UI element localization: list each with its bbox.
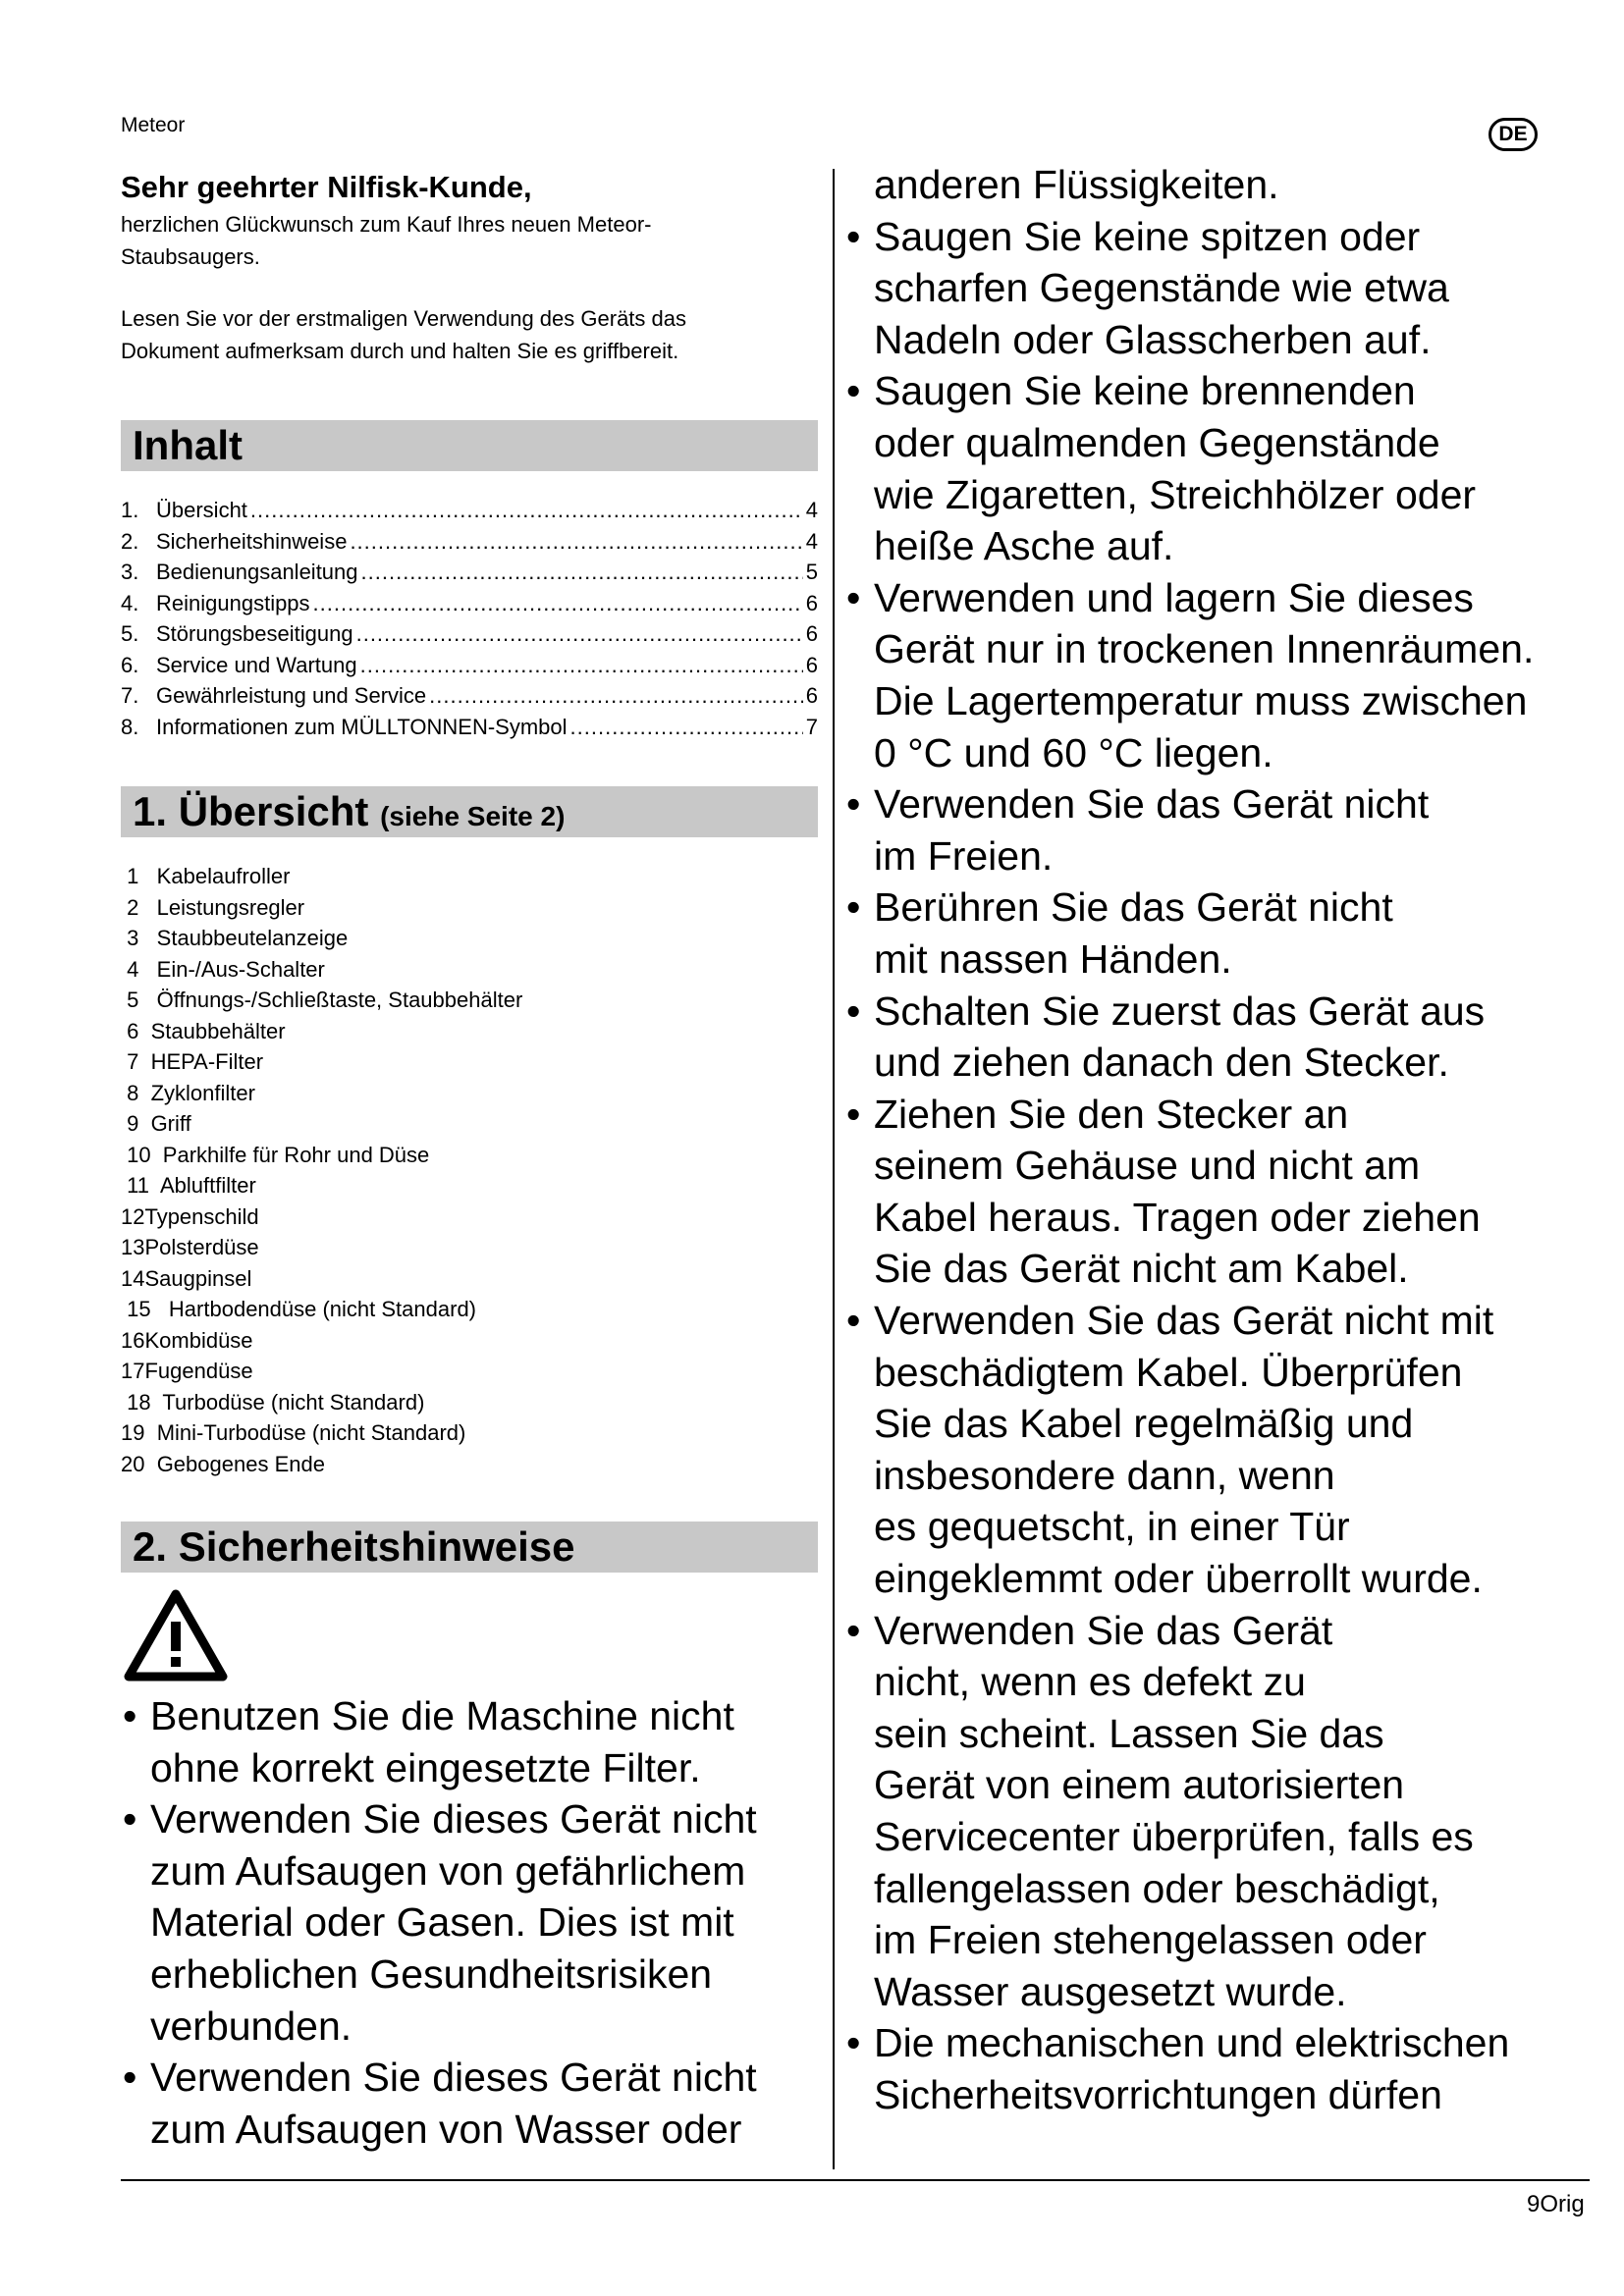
safety-bullet-start xyxy=(856,778,1563,830)
toc-entry-title: Gewährleistung und Service xyxy=(156,683,427,708)
part-item: 19 Mini-Turbodüse (nicht Standard) xyxy=(121,1420,466,1445)
language-badge: DE xyxy=(1489,118,1538,151)
safety-text: Sicherheitsvorrichtungen dürfen xyxy=(874,2071,1442,2117)
safety-bullet-line xyxy=(121,1896,818,1949)
toc-entry-page: 7 xyxy=(805,714,818,739)
part-item: 13Polsterdüse xyxy=(121,1235,259,1259)
safety-text: im Freien. xyxy=(874,832,1054,879)
toc-entry-page: 6 xyxy=(805,590,818,615)
safety-bullet-line xyxy=(856,1811,1563,1863)
safety-text: verbunden. xyxy=(150,2002,352,2049)
safety-text: • Verwenden Sie das Gerät nicht mit xyxy=(874,1298,1494,1344)
safety-bullet-start xyxy=(856,986,1563,1038)
toc-entry-leader xyxy=(313,588,803,619)
safety-bullet-line xyxy=(856,1708,1563,1760)
toc-entry-title: Übersicht xyxy=(156,498,247,522)
safety-text: mit nassen Händen. xyxy=(874,935,1232,982)
safety-text: fallengelassen oder beschädigt, xyxy=(874,1865,1440,1911)
safety-text: Material oder Gasen. Dies ist mit xyxy=(150,1899,734,1946)
safety-heading: 2. Sicherheitshinweise xyxy=(121,1522,818,1573)
safety-bullet-line xyxy=(121,2104,818,2156)
safety-text: Gerät von einem autorisierten xyxy=(874,1762,1405,1808)
safety-bullet-line xyxy=(856,417,1563,469)
part-item: 2 Leistungsregler xyxy=(121,894,305,920)
safety-bullet-start xyxy=(856,211,1563,263)
safety-bullet-line xyxy=(856,469,1563,521)
toc-entry-leader xyxy=(361,557,803,588)
toc-entry xyxy=(121,526,818,558)
safety-bullet-line xyxy=(856,314,1563,366)
toc-entry-title: Störungsbeseitigung xyxy=(156,621,353,646)
toc-entry-title: Service und Wartung xyxy=(156,652,357,677)
safety-list-left xyxy=(121,1690,818,2155)
safety-bullet-line xyxy=(856,1347,1563,1399)
toc-entry-leader xyxy=(570,712,803,743)
safety-text: • Saugen Sie keine spitzen oder xyxy=(874,213,1421,259)
overview-heading-text: 1. Übersicht xyxy=(133,788,369,834)
part-item: 15 Hartbodendüse (nicht Standard) xyxy=(121,1297,477,1321)
safety-text: • Verwenden und lagern Sie dieses xyxy=(874,574,1474,620)
safety-text: • Die mechanischen und elektrischen xyxy=(874,2020,1510,2066)
safety-text: insbesondere dann, wenn xyxy=(874,1452,1335,1498)
part-item: 11 Abluftfilter xyxy=(121,1173,256,1198)
safety-bullet-line xyxy=(856,1450,1563,1502)
greeting-title: Sehr geehrter Nilfisk-Kunde, xyxy=(121,170,532,204)
safety-bullet-line xyxy=(856,934,1563,986)
safety-text: scharfen Gegenstände wie etwa xyxy=(874,265,1449,311)
part-item: 6 Staubbehälter xyxy=(121,1018,286,1043)
safety-text: • Berühren Sie das Gerät nicht xyxy=(874,884,1393,931)
safety-text: Kabel heraus. Tragen oder ziehen xyxy=(874,1194,1481,1240)
footer-rule xyxy=(121,2179,1590,2181)
safety-bullet-line xyxy=(121,1742,818,1794)
safety-bullet-line xyxy=(121,1845,818,1897)
safety-text: beschädigtem Kabel. Überprüfen xyxy=(874,1349,1463,1395)
overview-heading xyxy=(121,786,818,837)
toc-entry xyxy=(121,588,818,619)
intro-text xyxy=(121,208,818,367)
part-item: 4 Ein-/Aus-Schalter xyxy=(121,956,325,982)
toc-entry xyxy=(121,680,818,712)
warning-triangle-icon xyxy=(121,1586,231,1684)
safety-text: • Verwenden Sie das Gerät nicht xyxy=(874,781,1430,828)
safety-bullet-line xyxy=(856,1863,1563,1915)
part-item: 3 Staubbeutelanzeige xyxy=(121,926,349,950)
part-item: 9 Griff xyxy=(121,1111,191,1136)
toc-entry-page: 6 xyxy=(805,621,818,646)
safety-text: 0 °C und 60 °C liegen. xyxy=(874,729,1273,775)
safety-text: Gerät nur in trockenen Innenräumen. xyxy=(874,626,1535,672)
safety-bullet-line xyxy=(856,1759,1563,1811)
safety-bullet-line xyxy=(856,1501,1563,1553)
safety-text: Sie das Kabel regelmäßig und xyxy=(874,1401,1414,1447)
safety-bullet-start xyxy=(121,2052,818,2104)
safety-text: zum Aufsaugen von gefährlichem xyxy=(150,1847,746,1894)
safety-bullet-line xyxy=(856,623,1563,675)
part-item: 8 Zyklonfilter xyxy=(121,1080,255,1105)
toc-entry-title: Informationen zum MÜLLTONNEN-Symbol xyxy=(156,714,568,739)
safety-text: ohne korrekt eingesetzte Filter. xyxy=(150,1744,701,1790)
safety-text: Nadeln oder Glasscherben auf. xyxy=(874,316,1432,362)
toc-heading: Inhalt xyxy=(121,420,818,471)
parts-list xyxy=(121,861,818,1479)
safety-bullet-line xyxy=(856,675,1563,727)
left-column xyxy=(121,167,818,2155)
toc-entry-page: 4 xyxy=(805,498,818,522)
toc-entry-leader xyxy=(250,495,803,526)
toc-entry-page: 6 xyxy=(805,652,818,677)
safety-bullet-start xyxy=(856,881,1563,934)
overview-subheading: (siehe Seite 2) xyxy=(380,801,566,831)
toc-entry-leader xyxy=(350,526,802,558)
safety-bullet-line xyxy=(121,2001,818,2053)
safety-bullet-start xyxy=(856,365,1563,417)
safety-bullet-start xyxy=(121,1690,818,1742)
safety-bullet-start xyxy=(856,572,1563,624)
safety-text: anderen Flüssigkeiten. xyxy=(874,162,1279,207)
safety-text: • Verwenden Sie dieses Gerät nicht xyxy=(150,1796,757,1842)
toc-entry-page: 5 xyxy=(805,560,818,584)
safety-text: Servicecenter überprüfen, falls es xyxy=(874,1814,1474,1859)
toc-entry-number: 3. xyxy=(121,560,139,584)
safety-text: heiße Asche auf. xyxy=(874,523,1174,569)
part-item: 5 Öffnungs-/Schließtaste, Staubbehälter xyxy=(121,988,523,1012)
part-item: 14Saugpinsel xyxy=(121,1265,252,1291)
toc-entry-title: Bedienungsanleitung xyxy=(156,560,358,584)
toc-entry-number: 1. xyxy=(121,498,139,522)
part-item: 12Typenschild xyxy=(121,1203,259,1229)
column-divider xyxy=(833,169,835,2169)
safety-text: • Saugen Sie keine brennenden xyxy=(874,368,1416,414)
toc-entry xyxy=(121,557,818,588)
part-item: 17Fugendüse xyxy=(121,1359,253,1383)
safety-bullet-line xyxy=(856,262,1563,314)
toc-entry-leader xyxy=(429,680,803,712)
toc-entry-title: Reinigungstipps xyxy=(156,590,310,615)
safety-text: Sie das Gerät nicht am Kabel. xyxy=(874,1246,1409,1292)
safety-bullet-line xyxy=(856,1140,1563,1192)
safety-bullet-start xyxy=(121,1793,818,1845)
toc-entry xyxy=(121,618,818,650)
safety-bullet-line xyxy=(856,1656,1563,1708)
safety-bullet-start xyxy=(856,1605,1563,1657)
right-column xyxy=(856,159,1563,2121)
safety-bullet-line xyxy=(856,520,1563,572)
safety-text: zum Aufsaugen von Wasser oder xyxy=(150,2106,742,2152)
part-item: 16Kombidüse xyxy=(121,1327,253,1353)
safety-text: wie Zigaretten, Streichhölzer oder xyxy=(874,471,1477,517)
toc-entry-number: 4. xyxy=(121,590,139,615)
toc-entry-number: 7. xyxy=(121,683,139,708)
safety-text: im Freien stehengelassen oder xyxy=(874,1917,1427,1963)
safety-bullet-line xyxy=(856,727,1563,779)
part-item: 7 HEPA-Filter xyxy=(121,1049,264,1074)
safety-bullet-line xyxy=(856,1192,1563,1244)
intro-line: Dokument aufmerksam durch und halten Sie es griffbereit. xyxy=(121,339,679,363)
safety-bullet-line xyxy=(856,1553,1563,1605)
safety-text: • Verwenden Sie das Gerät xyxy=(874,1607,1333,1653)
toc-entry-number: 5. xyxy=(121,621,139,646)
safety-text: seinem Gehäuse und nicht am xyxy=(874,1143,1421,1189)
safety-text: Die Lagertemperatur muss zwischen xyxy=(874,677,1528,723)
toc-entry-page: 6 xyxy=(805,683,818,708)
toc-entry-number: 2. xyxy=(121,528,139,554)
intro-line: herzlichen Glückwunsch zum Kauf Ihres neuen Meteor- xyxy=(121,212,652,237)
page-number: 9Orig xyxy=(1527,2191,1585,2217)
toc-entry xyxy=(121,712,818,743)
intro-line: Lesen Sie vor der erstmaligen Verwendung des Geräts das xyxy=(121,306,686,331)
safety-bullet-line xyxy=(856,159,1563,211)
safety-text: nicht, wenn es defekt zu xyxy=(874,1659,1306,1705)
safety-bullet-start xyxy=(856,1295,1563,1347)
safety-text: erheblichen Gesundheitsrisiken xyxy=(150,1950,713,1997)
safety-text: Wasser ausgesetzt wurde. xyxy=(874,1968,1347,2014)
safety-text: oder qualmenden Gegenstände xyxy=(874,419,1440,465)
safety-text: • Benutzen Sie die Maschine nicht xyxy=(150,1693,734,1738)
safety-text: und ziehen danach den Stecker. xyxy=(874,1040,1449,1086)
part-item: 18 Turbodüse (nicht Standard) xyxy=(121,1389,425,1415)
safety-bullet-start xyxy=(856,1089,1563,1141)
part-item: 20 Gebogenes Ende xyxy=(121,1451,325,1476)
safety-bullet-line xyxy=(856,2069,1563,2121)
safety-text: • Schalten Sie zuerst das Gerät aus xyxy=(874,988,1486,1034)
toc-entry-number: 6. xyxy=(121,652,139,677)
toc-entry-page: 4 xyxy=(805,528,818,554)
toc-entry-leader xyxy=(360,650,803,681)
safety-bullet-line xyxy=(856,1966,1563,2018)
safety-bullet-start xyxy=(856,2017,1563,2069)
safety-text: sein scheint. Lassen Sie das xyxy=(874,1710,1384,1756)
header-brand: Meteor xyxy=(121,114,186,136)
safety-text: • Verwenden Sie dieses Gerät nicht xyxy=(150,2055,757,2101)
toc-entry-number: 8. xyxy=(121,714,139,739)
safety-list-right xyxy=(856,159,1563,2121)
safety-bullet-line xyxy=(856,830,1563,882)
safety-bullet-line xyxy=(856,1914,1563,1966)
toc-list xyxy=(121,495,818,742)
toc-entry xyxy=(121,495,818,526)
safety-bullet-line xyxy=(856,1243,1563,1295)
toc-entry xyxy=(121,650,818,681)
safety-text: es gequetscht, in einer Tür xyxy=(874,1504,1350,1550)
safety-bullet-line xyxy=(856,1398,1563,1450)
safety-bullet-line xyxy=(856,1037,1563,1089)
toc-entry-leader xyxy=(356,618,803,650)
intro-line: Staubsaugers. xyxy=(121,244,260,269)
toc-entry-title: Sicherheitshinweise xyxy=(156,528,348,554)
part-item: 1 Kabelaufroller xyxy=(121,864,291,888)
part-item: 10 Parkhilfe für Rohr und Düse xyxy=(121,1142,430,1167)
safety-text: eingeklemmt oder überrollt wurde. xyxy=(874,1556,1483,1602)
safety-bullet-line xyxy=(121,1949,818,2001)
safety-text: • Ziehen Sie den Stecker an xyxy=(874,1091,1349,1137)
